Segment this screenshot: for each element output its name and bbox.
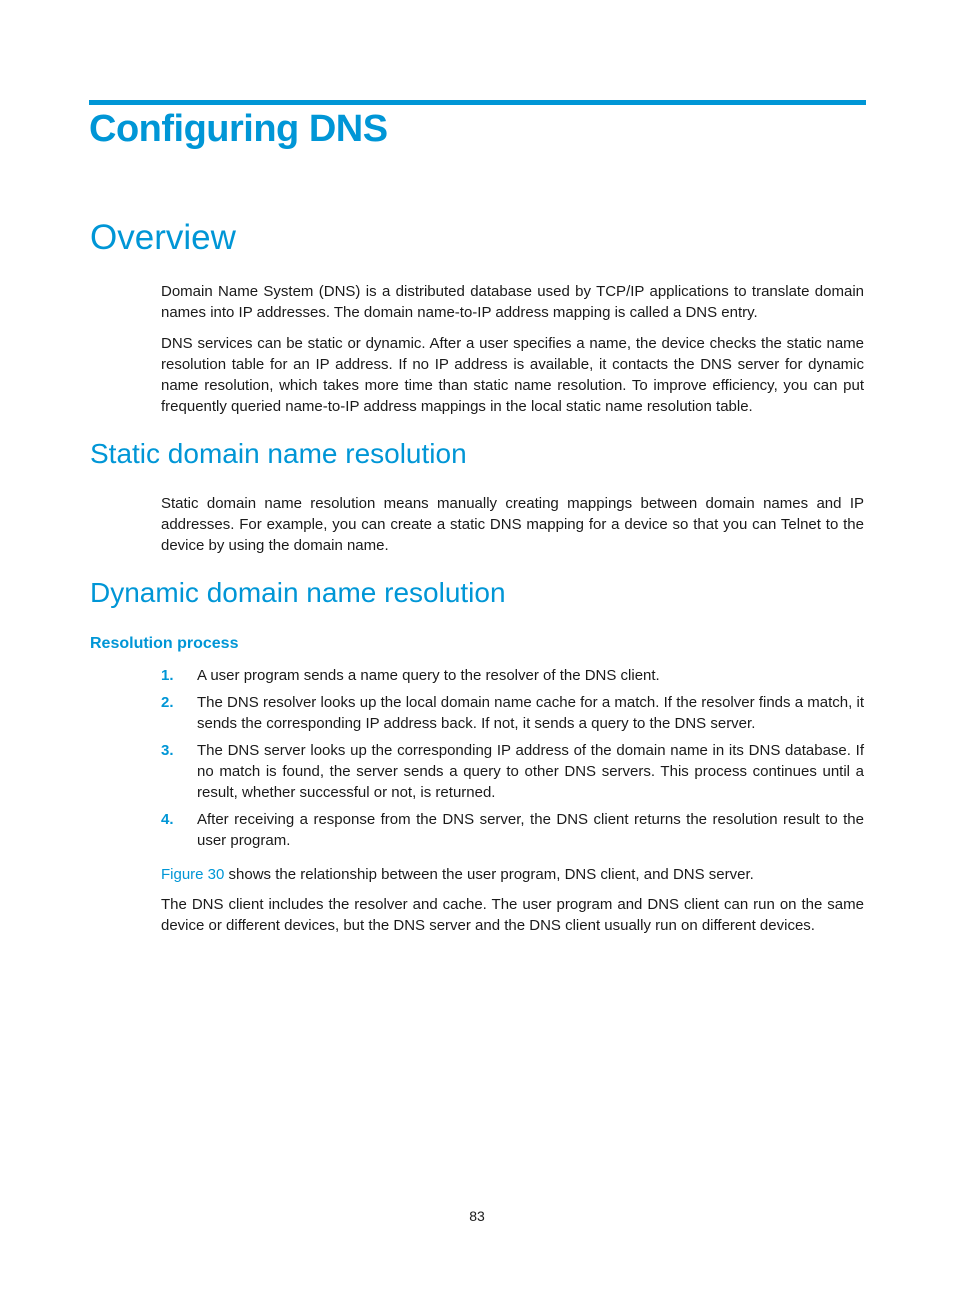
overview-paragraph-1: Domain Name System (DNS) is a distributed database used by TCP/IP applications to translate domain names into IP addresses. The domain name-to-IP address mapping is called a DNS entry. bbox=[161, 283, 864, 321]
step-text: The DNS server looks up the corresponding IP address of the domain name in its DNS database. If no match is found, the server sends a query to other DNS servers. This process continues until a result, whether successful or not, is returned. bbox=[197, 742, 864, 801]
step-text: The DNS resolver looks up the local domain name cache for a match. If the resolver finds a match, it sends the corresponding IP address back. If not, it sends a query to the DNS server. bbox=[197, 694, 864, 732]
figure-30-link[interactable]: Figure 30 bbox=[161, 866, 225, 883]
step-text: After receiving a response from the DNS server, the DNS client returns the resolution result to the user program. bbox=[197, 811, 864, 849]
resolution-process-heading: Resolution process bbox=[90, 635, 239, 652]
static-section-heading: Static domain name resolution bbox=[90, 438, 467, 469]
dynamic-section-heading: Dynamic domain name resolution bbox=[90, 577, 506, 608]
page-number: 83 bbox=[469, 1208, 485, 1224]
static-section-paragraph: Static domain name resolution means manually creating mappings between domain names and IP addresses. For example, you can create a static DNS mapping for a device so that you can Telnet to the device by using the domain name. bbox=[161, 495, 864, 554]
overview-heading: Overview bbox=[90, 218, 236, 257]
list-item bbox=[161, 692, 864, 734]
chapter-title: Configuring DNS bbox=[89, 108, 388, 150]
dns-client-paragraph: The DNS client includes the resolver and cache. The user program and DNS client can run on the same device or different devices, but the DNS server and the DNS client usually run on different devices. bbox=[161, 896, 864, 934]
list-item bbox=[161, 740, 864, 803]
step-number: 3. bbox=[161, 742, 174, 759]
list-item bbox=[161, 809, 864, 851]
list-item bbox=[161, 665, 864, 686]
step-number: 2. bbox=[161, 694, 174, 711]
figure-reference-text: shows the relationship between the user program, DNS client, and DNS server. bbox=[224, 866, 754, 883]
step-number: 1. bbox=[161, 667, 174, 684]
chapter-top-rule bbox=[89, 100, 866, 105]
step-text: A user program sends a name query to the resolver of the DNS client. bbox=[197, 667, 660, 684]
resolution-steps-list bbox=[161, 665, 864, 857]
overview-paragraph-2: DNS services can be static or dynamic. After a user specifies a name, the device checks the static name resolution table for an IP address. If no IP address is available, it contacts the DNS server for dynamic name resolution, which takes more time than static name resolution. To improve efficiency, you can put frequently queried name-to-IP address mappings in the local static name resolution table. bbox=[161, 335, 864, 415]
step-number: 4. bbox=[161, 811, 174, 828]
figure-reference-paragraph bbox=[161, 864, 864, 885]
